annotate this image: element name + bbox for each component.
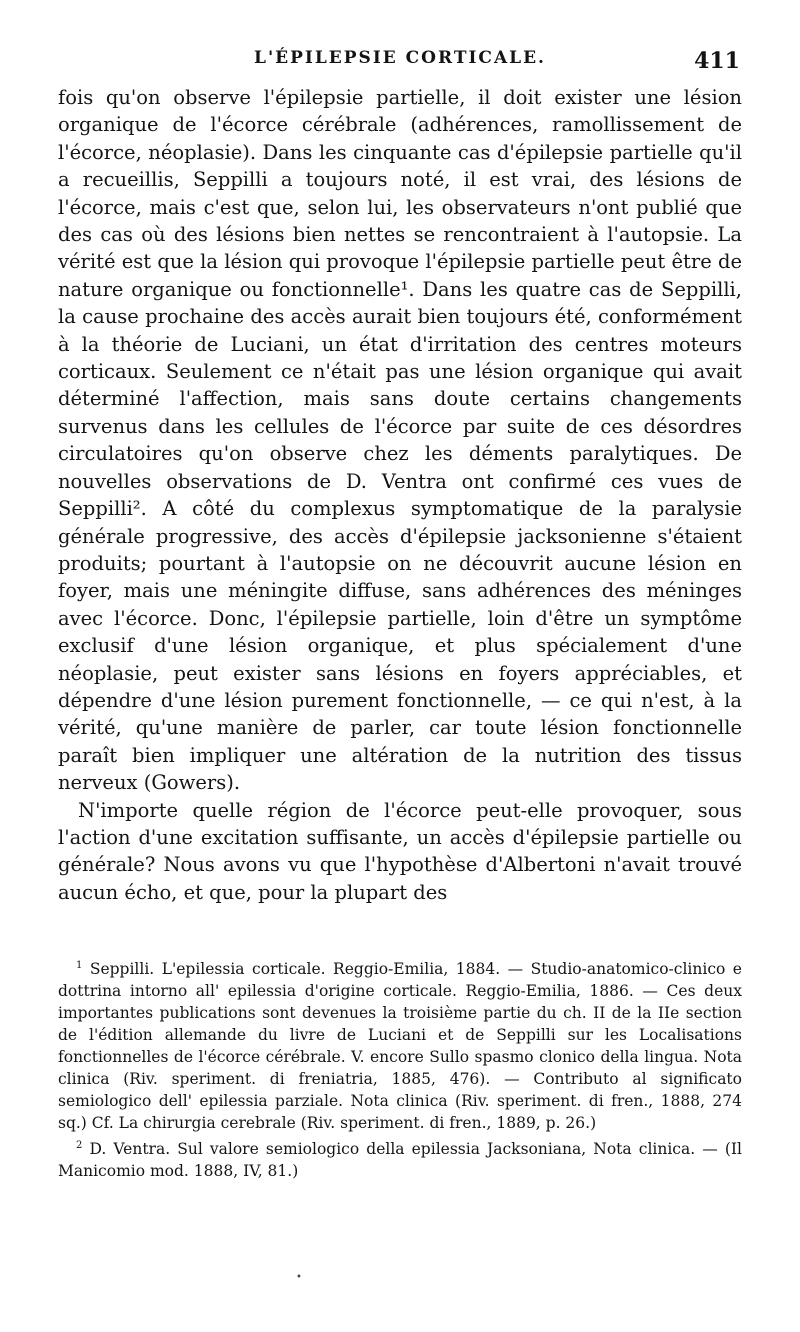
page-header — [60, 48, 740, 82]
footnote-mark: 1 — [76, 959, 83, 971]
paragraph-continued: fois qu'on observe l'épilepsie partielle, il doit exister une lésion organique de l'écorce cérébrale (adhérences, ramollissement de l'écorce, néoplasie). Dans les cinquante cas d'épilepsie partielle qu'il a recueillis, Seppilli a toujours noté, il est vrai, des lésions de l'écorce, mais c'est que, selon lui, les observateurs n'ont publié que des cas où des lésions bien nettes se rencontraient à l'autopsie. La vérité est que la lésion qui provoque l'épilepsie partielle peut être de nature organique ou fonctionnelle¹. Dans les quatre cas de Seppilli, la cause prochaine des accès aurait bien toujours été, conformément à la théorie de Luciani, un état d'irritation des centres moteurs corticaux. Seulement ce n'était pas une lésion organique qui avait déterminé l'affection, mais sans doute certains changements survenus dans les cellules de l'écorce par suite de ces désordres circulatoires qu'on observe chez les déments paralytiques. De nouvelles observations de D. Ventra ont confirmé ces vues de Seppilli². A côté du complexus symptomatique de la paralysie générale progressive, des accès d'épilepsie jacksonienne s'étaient produits; pourtant à l'autopsie on ne découvrit aucune lésion en foyer, mais une méningite diffuse, sans adhérences des méninges avec l'écorce. Donc, l'épilepsie partielle, loin d'être un symptôme exclusif d'une lésion organique, et plus spécialement d'une néoplasie, peut exister sans lésions en foyers appréciables, et dépendre d'une lésion purement fonctionnelle, — ce qui n'est, à la vérité, qu'une manière de parler, car toute lésion fonctionnelle paraît bien impliquer une altération de la nutrition des tissus nerveux (Gowers). — [58, 86, 742, 795]
footnote-1 — [58, 958, 742, 1134]
ink-speck: • — [296, 1272, 302, 1283]
footnote-mark: 2 — [76, 1139, 83, 1151]
footnote-2 — [58, 1138, 742, 1182]
paragraph-new: N'importe quelle région de l'écorce peut-elle provoquer, sous l'action d'une excitation suffisante, un accès d'épilepsie partielle ou générale? Nous avons vu que l'hypothèse d'Albertoni n'avait trouvé aucun écho, et que, pour la plupart des — [58, 798, 742, 904]
page-number: 411 — [694, 48, 740, 74]
main-text — [58, 84, 742, 906]
footnotes — [58, 958, 742, 1186]
running-title: L'ÉPILEPSIE CORTICALE. — [254, 48, 546, 68]
footnote-text: D. Ventra. Sul valore semiologico della epilessia Jacksoniana, Nota clinica. — (Il Manicomio mod. 1888, IV, 81.) — [58, 1140, 742, 1180]
footnote-text: Seppilli. L'epilessia corticale. Reggio-Emilia, 1884. — Studio-anatomico-clinico e dottrina intorno all' epilessia d'origine corticale. Reggio-Emilia, 1886. — Ces deux importantes publications sont devenues la troisième partie du ch. II de la IIe section de l'édition allemande du livre de Luciani et de Seppilli sur les Localisations fonctionnelles de l'écorce cérébrale. V. encore Sullo spasmo clonico della lingua. Nota clinica (Riv. speriment. di freniatria, 1885, 476). — Contributo al significato semiologico dell' epilessia parziale. Nota clinica (Riv. speriment. di fren., 1888, 274 sq.) Cf. La chirurgia cerebrale (Riv. speriment. di fren., 1889, p. 26.) — [58, 960, 742, 1132]
